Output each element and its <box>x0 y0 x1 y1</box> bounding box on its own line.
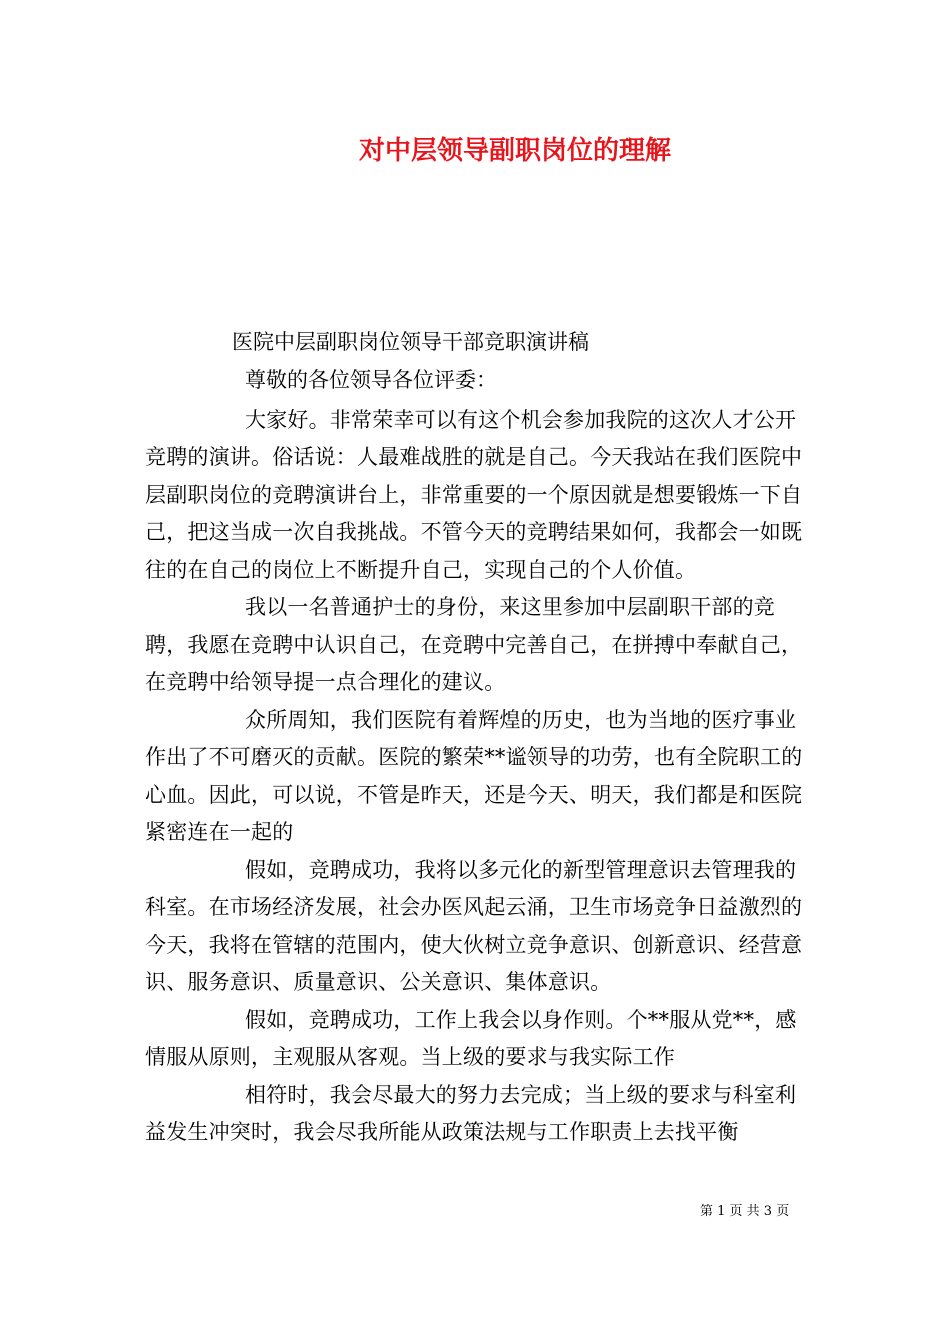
paragraph-6: 相符时，我会尽最大的努力去完成；当上级的要求与科室利益发生冲突时，我会尽我所能从政策法规与工作职责上去找平衡 <box>145 1082 797 1144</box>
page-number: 第 1 页 共 3 页 <box>700 1204 790 1219</box>
paragraph-3: 众所周知，我们医院有着辉煌的历史，也为当地的医疗事业作出了不可磨灭的贡献。医院的繁荣**谧领导的功劳，也有全院职工的心血。因此，可以说，不管是昨天，还是今天、明天，我们都是和医院紧密连在一起的 <box>145 707 803 844</box>
document-title: 对中层领导副职岗位的理解 <box>358 136 671 166</box>
paragraph-5: 假如，竞聘成功，工作上我会以身作则。个**服从党**，感情服从原则，主观服从客观。当上级的要求与我实际工作 <box>145 1007 797 1069</box>
paragraph-1: 大家好。非常荣幸可以有这个机会参加我院的这次人才公开竞聘的演讲。俗话说：人最难战胜的就是自己。今天我站在我们医院中层副职岗位的竞聘演讲台上，非常重要的一个原因就是想要锻炼一下自己，把这当成一次自我挑战。不管今天的竞聘结果如何，我都会一如既往的在自己的岗位上不断提升自己，实现自己的个人价值。 <box>145 407 803 582</box>
paragraph-4: 假如，竞聘成功，我将以多元化的新型管理意识去管理我的科室。在市场经济发展，社会办医风起云涌，卫生市场竞争日益激烈的今天，我将在管辖的范围内，使大伙树立竞争意识、创新意识、经营意识、服务意识、质量意识、公关意识、集体意识。 <box>145 857 803 994</box>
document-body <box>145 362 807 1152</box>
document-subtitle: 医院中层副职岗位领导干部竞职演讲稿 <box>232 330 589 354</box>
paragraph-2: 我以一名普通护士的身份，来这里参加中层副职干部的竞聘，我愿在竞聘中认识自己，在竞聘中完善自己，在拼搏中奉献自己，在竞聘中给领导提一点合理化的建议。 <box>145 595 803 694</box>
salutation: 尊敬的各位领导各位评委： <box>245 368 497 392</box>
